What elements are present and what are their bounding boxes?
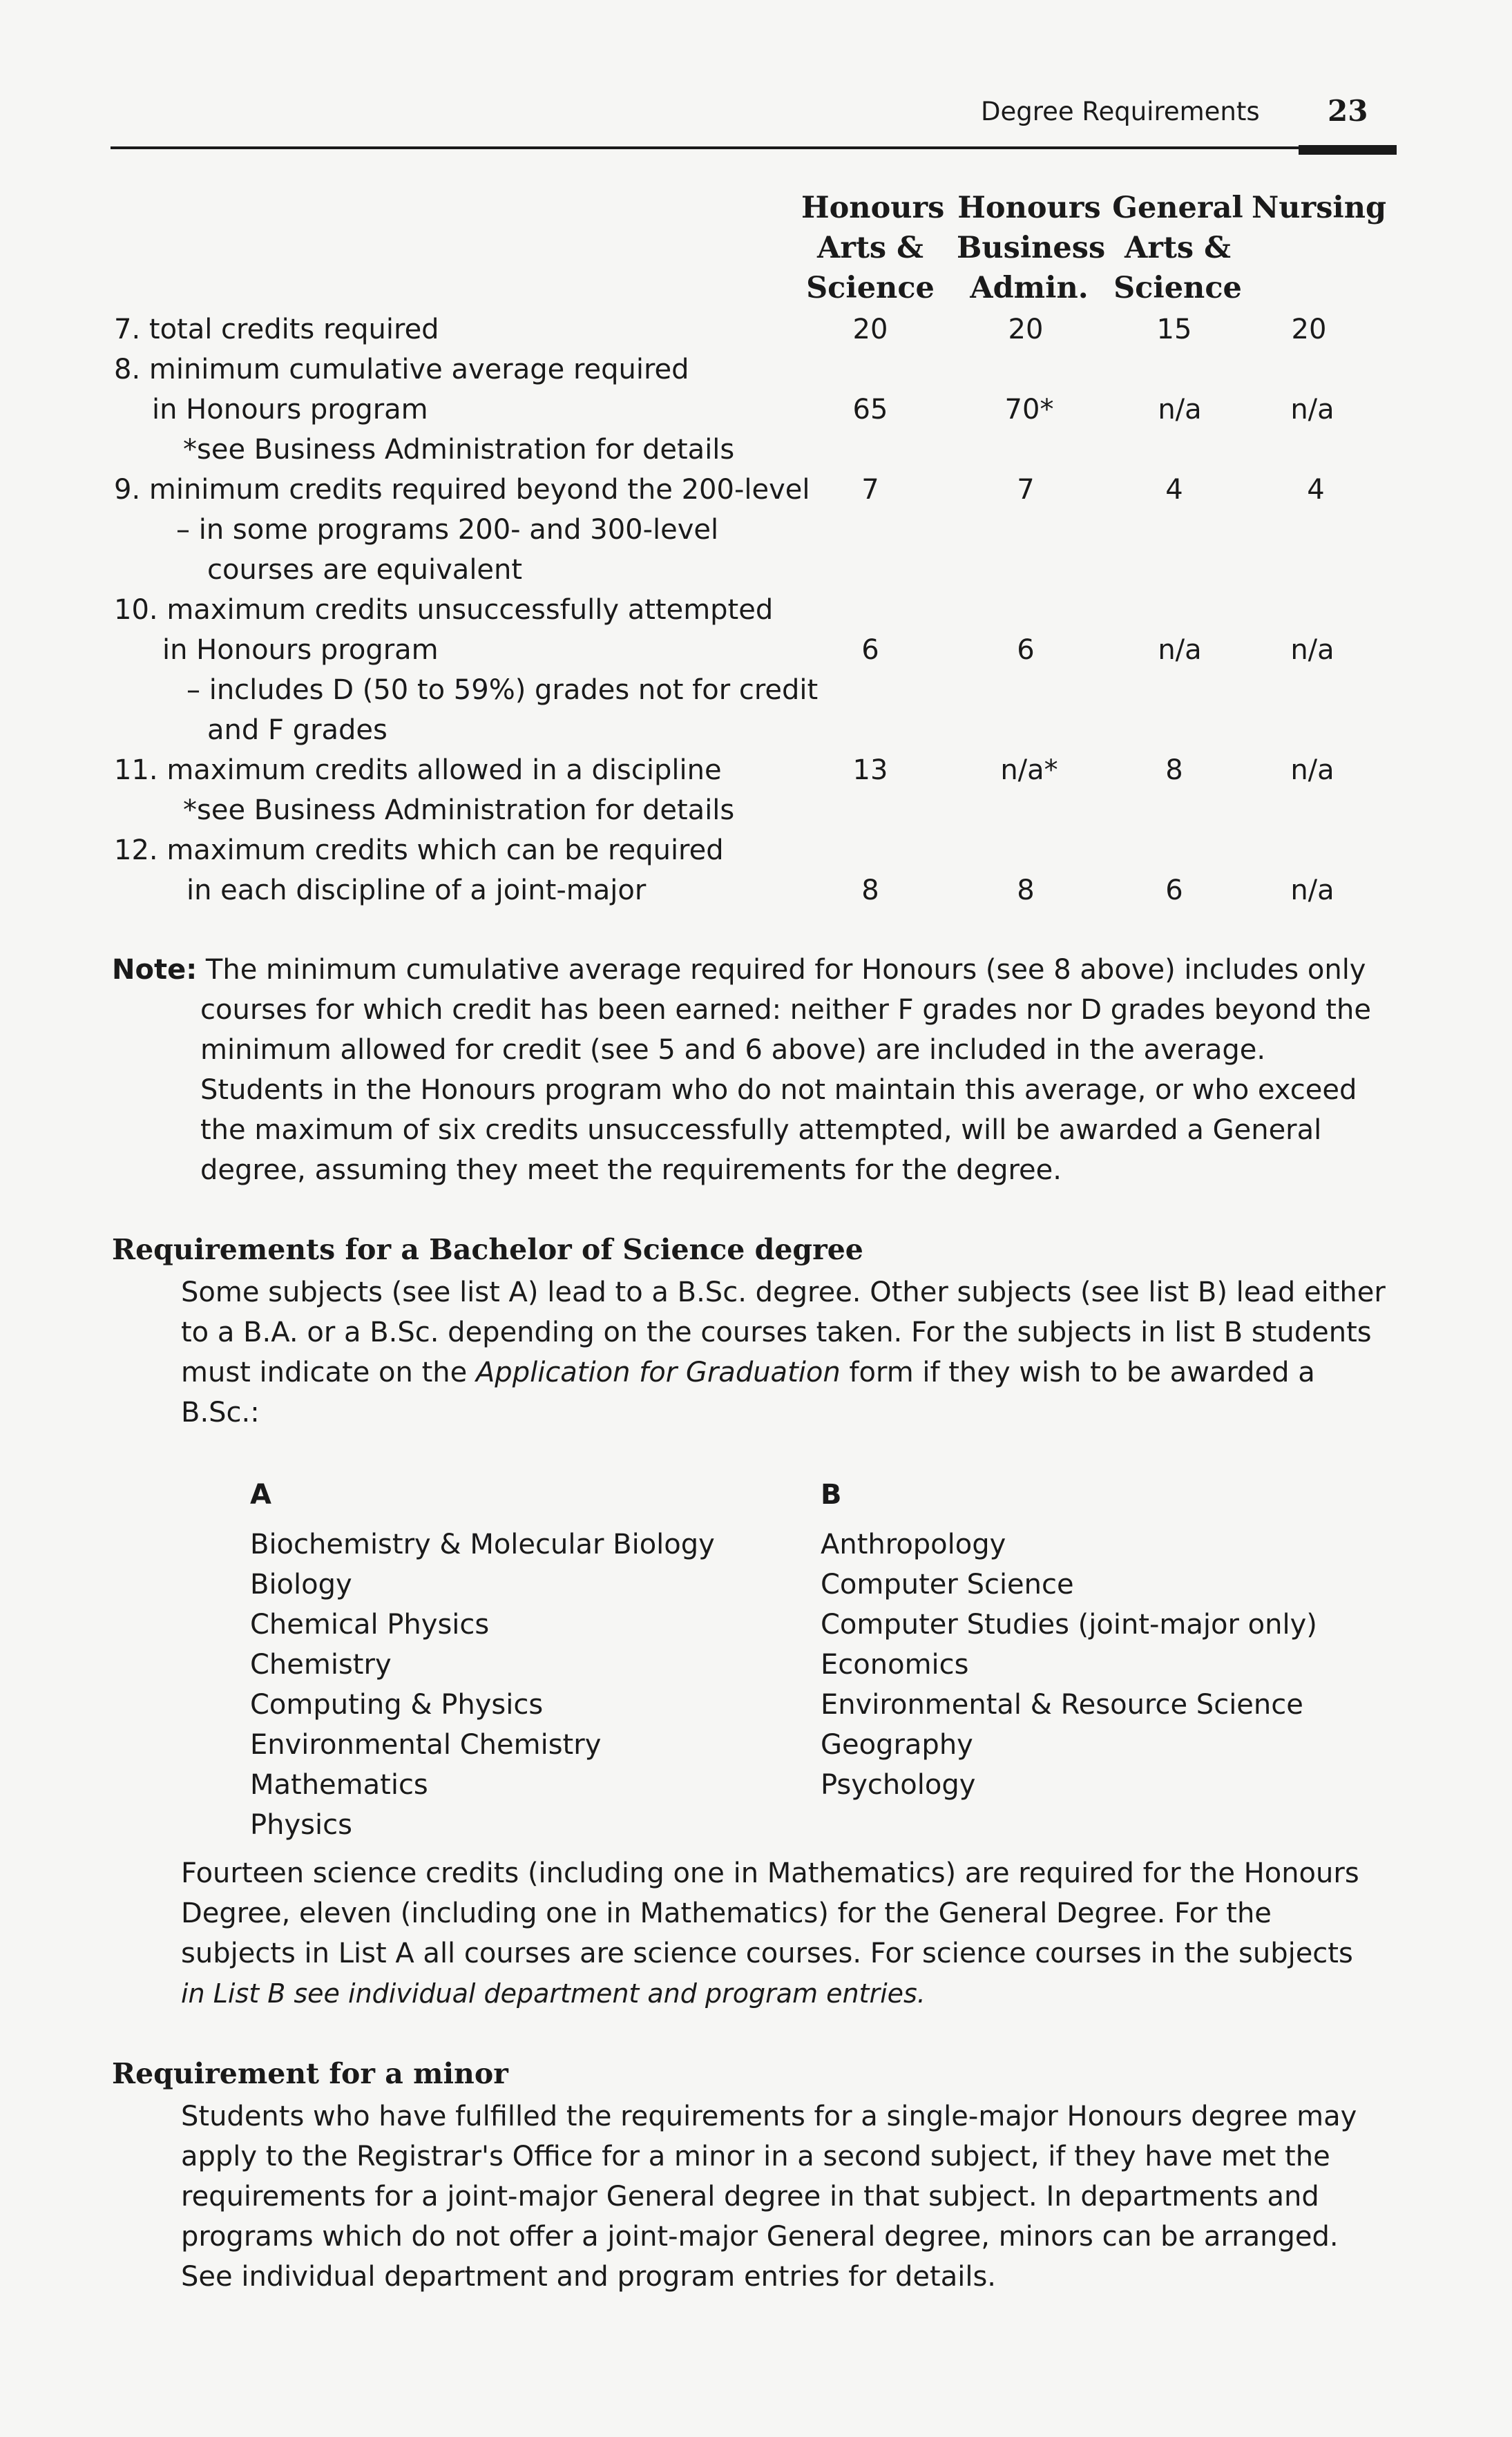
column-header-line: Admin.: [970, 271, 1089, 305]
list-b: [821, 1475, 1317, 1805]
table-row-label: – includes D (50 to 59%) grades not for credit: [186, 674, 819, 706]
table-cell: n/a: [1290, 634, 1334, 666]
minor-line: requirements for a joint-major General degree in that subject. In departments and: [181, 2181, 1319, 2213]
table-cell: 4: [1307, 474, 1325, 506]
note-line: minimum allowed for credit (see 5 and 6 above) are included in the average.: [200, 1034, 1266, 1066]
list-b-title: B: [821, 1479, 842, 1511]
table-cell: n/a*: [1000, 754, 1058, 786]
list-item: Chemistry: [250, 1649, 392, 1681]
table-row-label: in Honours program: [162, 634, 439, 666]
table-cell: 20: [852, 314, 888, 345]
table-cell: 4: [1165, 474, 1183, 506]
table-row-label: 12. maximum credits which can be required: [114, 834, 724, 866]
table-row-label: and F grades: [207, 714, 387, 746]
table-cell: 65: [852, 394, 888, 426]
science-credits-paragraph: [181, 1853, 1410, 2014]
column-header-line: Science: [1113, 271, 1242, 305]
list-item: Economics: [821, 1649, 969, 1681]
list-item: Physics: [250, 1809, 352, 1841]
table-row-label: in Honours program: [152, 394, 428, 426]
table-cell: 70*: [1004, 394, 1054, 426]
bsc-intro-text: must indicate on the: [181, 1357, 476, 1388]
table-row-label: courses are equivalent: [207, 554, 523, 586]
science-credits-line: Fourteen science credits (including one in Mathematics) are required for the Honours: [181, 1857, 1359, 1889]
table-row-label: 9. minimum credits required beyond the 200-level: [114, 474, 810, 506]
science-credits-line: in List B see individual department and program entries.: [181, 1978, 926, 2009]
column-header-line: Science: [806, 271, 935, 305]
bsc-intro-text: form if they wish to be awarded a: [840, 1357, 1315, 1388]
column-header-line: Honours: [957, 191, 1101, 225]
table-cell: 8: [861, 875, 879, 906]
list-item: Computing & Physics: [250, 1689, 544, 1721]
list-item: Environmental & Resource Science: [821, 1689, 1303, 1721]
note-line: courses for which credit has been earned: neither F grades nor D grades beyond the: [200, 994, 1371, 1026]
table-cell: n/a: [1290, 754, 1334, 786]
header-rule-accent: [1299, 145, 1397, 155]
note-line: Students in the Honours program who do not maintain this average, or who exceed: [200, 1074, 1357, 1106]
table-row-label: – in some programs 200- and 300-level: [176, 514, 719, 546]
list-item: Environmental Chemistry: [250, 1729, 602, 1761]
application-for-graduation-form-name: Application for Graduation: [475, 1357, 841, 1388]
table-cell: 8: [1017, 875, 1035, 906]
table-cell: n/a: [1290, 394, 1334, 426]
note-line: degree, assuming they meet the requirements for the degree.: [200, 1154, 1062, 1186]
header-rule: [111, 146, 1397, 149]
table-cell: 13: [852, 754, 888, 786]
minor-line: Students who have fulfilled the requirements for a single-major Honours degree may: [181, 2101, 1357, 2132]
science-credits-line: subjects in List A all courses are science courses. For science courses in the subjects: [181, 1938, 1353, 1969]
table-cell: 20: [1008, 314, 1044, 345]
note-paragraph: [112, 950, 1410, 1190]
table-row-label: 8. minimum cumulative average required: [114, 354, 689, 385]
minor-paragraph: [181, 2096, 1410, 2297]
column-header-honours-business-admin: [957, 188, 1106, 308]
table-row-label: 7. total credits required: [114, 314, 439, 345]
running-header-title: Degree Requirements: [981, 97, 1260, 126]
list-item: Biochemistry & Molecular Biology: [250, 1529, 715, 1560]
table-cell: 6: [861, 634, 879, 666]
bsc-intro-line: Some subjects (see list A) lead to a B.Sc. degree. Other subjects (see list B) lead either: [181, 1277, 1386, 1308]
table-row-footnote: *see Business Administration for details: [183, 794, 735, 826]
list-a: [250, 1475, 715, 1845]
science-credits-line: Degree, eleven (including one in Mathematics) for the General Degree. For the: [181, 1898, 1272, 1929]
table-row-label: 11. maximum credits allowed in a discipline: [114, 754, 722, 786]
table-cell: n/a: [1290, 875, 1334, 906]
column-header-line: Business: [957, 231, 1106, 265]
list-item: Biology: [250, 1569, 352, 1600]
note-line: The minimum cumulative average required for Honours (see 8 above) includes only: [205, 954, 1366, 986]
bsc-heading: Requirements for a Bachelor of Science degree: [112, 1233, 863, 1266]
list-item: Psychology: [821, 1769, 976, 1801]
list-item: Computer Studies (joint-major only): [821, 1609, 1317, 1641]
table-cell: n/a: [1158, 394, 1202, 426]
column-header-line: General: [1112, 191, 1243, 225]
minor-line: programs which do not offer a joint-major General degree, minors can be arranged.: [181, 2221, 1339, 2253]
column-header-line: Honours: [801, 191, 945, 225]
minor-line: See individual department and program entries for details.: [181, 2261, 996, 2293]
column-header-nursing: [1252, 188, 1387, 228]
note-label: Note:: [112, 954, 198, 986]
table-cell: 8: [1165, 754, 1183, 786]
column-header-line: Arts &: [817, 231, 924, 265]
table-cell: n/a: [1158, 634, 1202, 666]
table-row-label: in each discipline of a joint-major: [186, 875, 647, 906]
column-header-general-arts-science: [1109, 188, 1247, 308]
bsc-intro-line: to a B.A. or a B.Sc. depending on the courses taken. For the subjects in list B students: [181, 1317, 1372, 1348]
table-row-footnote: *see Business Administration for details: [183, 434, 735, 466]
column-header-honours-arts-science: [801, 188, 945, 308]
list-item: Chemical Physics: [250, 1609, 490, 1641]
list-item: Computer Science: [821, 1569, 1074, 1600]
minor-heading: Requirement for a minor: [112, 2057, 508, 2090]
list-item: Anthropology: [821, 1529, 1006, 1560]
minor-line: apply to the Registrar's Office for a minor in a second subject, if they have met the: [181, 2141, 1330, 2172]
table-cell: 15: [1156, 314, 1192, 345]
bsc-intro-line: B.Sc.:: [181, 1397, 260, 1428]
bsc-intro-paragraph: [181, 1272, 1410, 1433]
table-cell: 7: [861, 474, 879, 506]
page-number: 23: [1328, 94, 1368, 128]
table-row-label: 10. maximum credits unsuccessfully attempted: [114, 594, 774, 626]
table-cell: 6: [1017, 634, 1035, 666]
table-cell: 6: [1165, 875, 1183, 906]
table-cell: 7: [1017, 474, 1035, 506]
table-cell: 20: [1291, 314, 1327, 345]
list-item: Geography: [821, 1729, 973, 1761]
list-item: Mathematics: [250, 1769, 428, 1801]
list-a-title: A: [250, 1479, 271, 1511]
column-header-line: Nursing: [1252, 191, 1387, 225]
column-header-line: Arts &: [1125, 231, 1231, 265]
note-line: the maximum of six credits unsuccessfully attempted, will be awarded a General: [200, 1114, 1322, 1146]
